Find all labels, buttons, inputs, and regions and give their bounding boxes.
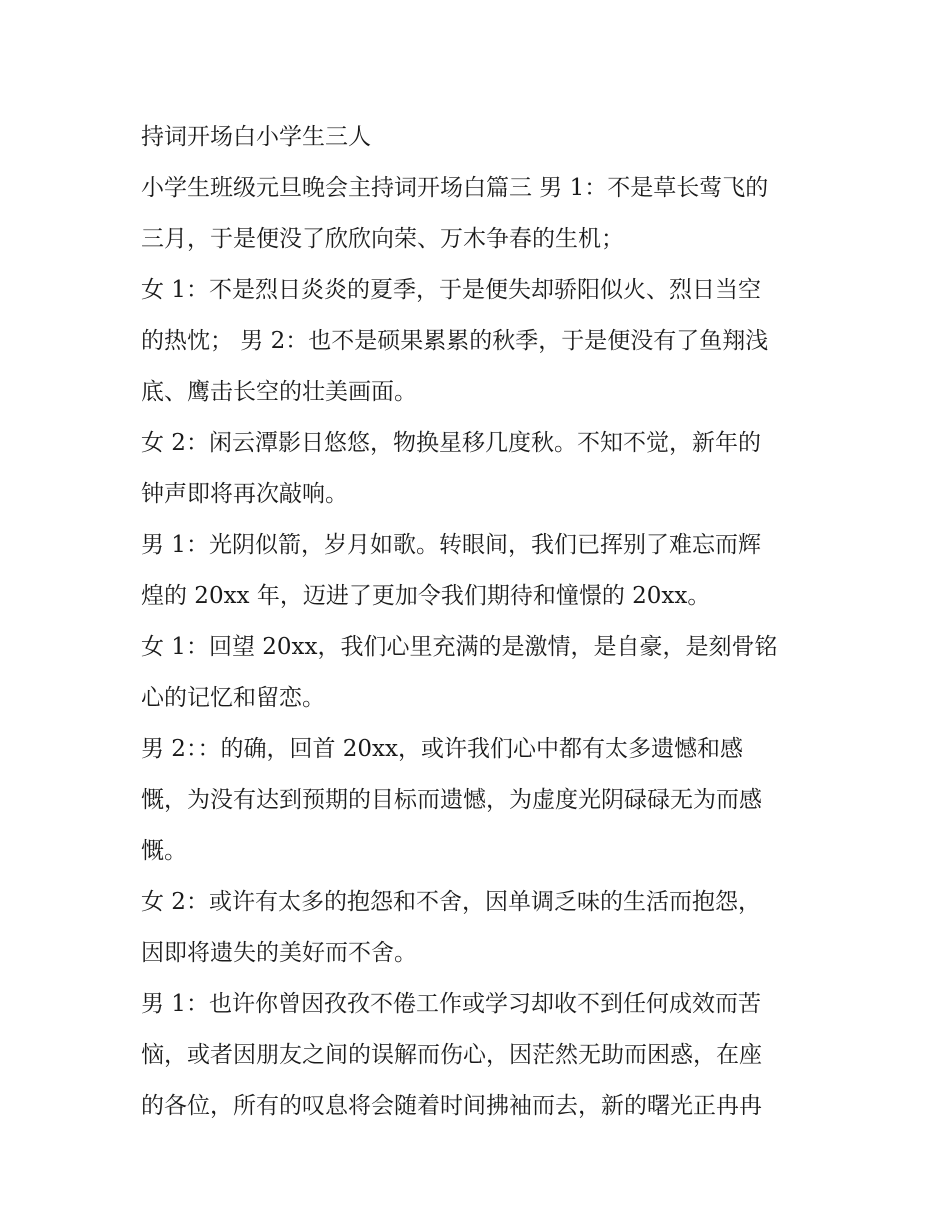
text-line: 男 2：：的确，回首 20xx，或许我们心中都有太多遗憾和感 (141, 736, 743, 762)
text-line: 因即将遗失的美好而不舍。 (141, 940, 417, 966)
text-line: 女 1：不是烈日炎炎的夏季，于是便失却骄阳似火、烈日当空 (141, 277, 761, 303)
text-line: 女 1：回望 20xx，我们心里充满的是激情，是自豪，是刻骨铭 (141, 634, 778, 660)
text-line: 底、鹰击长空的壮美画面。 (141, 379, 417, 405)
text-line: 的各位，所有的叹息将会随着时间拂袖而去，新的曙光正冉冉 (141, 1093, 762, 1119)
text-line: 钟声即将再次敲响。 (141, 481, 348, 507)
text-line: 慨。 (141, 838, 187, 864)
text-line: 男 1：光阴似箭，岁月如歌。转眼间，我们已挥别了难忘而辉 (141, 532, 761, 558)
document-title: 持词开场白小学生三人 (141, 124, 371, 150)
text-line: 慨，为没有达到预期的目标而遗憾，为虚度光阴碌碌无为而感 (141, 787, 762, 813)
text-line: 男 1：也许你曾因孜孜不倦工作或学习却收不到任何成效而苦 (141, 991, 761, 1017)
text-line: 恼，或者因朋友之间的误解而伤心，因茫然无助而困惑，在座 (141, 1042, 762, 1068)
text-line: 心的记忆和留恋。 (141, 685, 325, 711)
text-line: 女 2：闲云潭影日悠悠，物换星移几度秋。不知不觉，新年的 (141, 430, 761, 456)
text-line: 女 2：或许有太多的抱怨和不舍，因单调乏味的生活而抱怨， (141, 889, 761, 915)
text-line: 小学生班级元旦晚会主持词开场白篇三 男 1：不是草长莺飞的 (141, 175, 769, 201)
text-line: 煌的 20xx 年，迈进了更加令我们期待和憧憬的 20xx。 (141, 583, 711, 609)
text-line: 三月，于是便没了欣欣向荣、万木争春的生机； (141, 226, 624, 252)
text-line: 的热忱； 男 2：也不是硕果累累的秋季，于是便没有了鱼翔浅 (141, 328, 769, 354)
document-body (141, 112, 821, 1132)
